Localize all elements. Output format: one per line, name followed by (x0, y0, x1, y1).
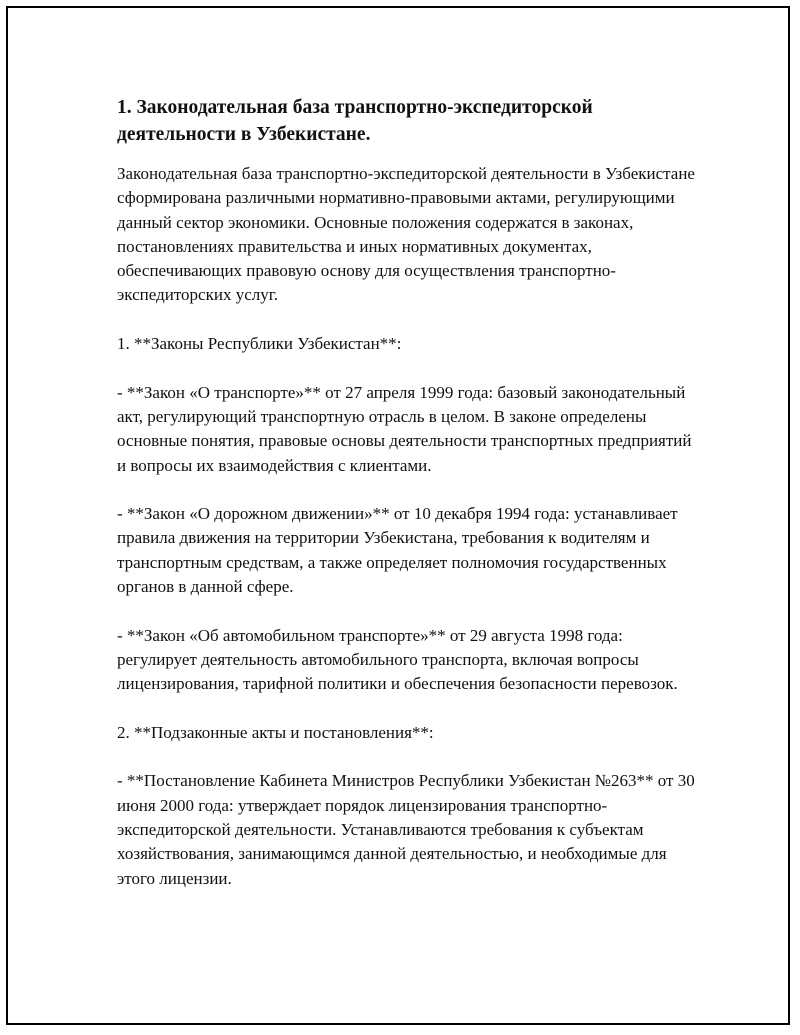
document-body (117, 94, 697, 915)
list-item-law-automobile-transport: - **Закон «Об автомобильном транспорте»** от 29 августа 1998 года: регулирует деятельность автомобильного транспорта, включая вопросы лицензирования, тарифной политики и обеспечения безопасности перевозок. (117, 625, 678, 694)
section-heading-bylaws: 2. **Подзаконные акты и постановления**: (117, 722, 434, 742)
list-item-law-transport: - **Закон «О транспорте»** от 27 апреля 1999 года: базовый законодательный акт, регулирующий транспортную отрасль в целом. В законе определены основные понятия, правовые основы деятельности транспортных предприятий и вопросы их взаимодействия с клиентами. (117, 382, 692, 475)
list-item-law-road-traffic: - **Закон «О дорожном движении»** от 10 декабря 1994 года: устанавливает правила движения на территории Узбекистана, требования к водителям и транспортным средствам, а также определяет полномочия государственных органов в данной сфере. (117, 504, 678, 597)
intro-paragraph: Законодательная база транспортно-экспедиторской деятельности в Узбекистане сформирована различными нормативно-правовыми актами, регулирующими данный сектор экономики. Основные положения содержатся в законах, постановлениях правительства и иных нормативных документах, обеспечивающих правовую основу для осуществления транспортно-экспедиторских услуг. (117, 164, 695, 305)
list-item-resolution-263: - **Постановление Кабинета Министров Республики Узбекистан №263** от 30 июня 2000 года: утверждает порядок лицензирования транспортно-экспедиторской деятельности. Устанавливаются требования к субъектам хозяйствования, занимающимся данной деятельностью, и необходимые для этого лицензии. (117, 771, 695, 888)
section-heading-laws: 1. **Законы Республики Узбекистан**: (117, 334, 402, 354)
document-title: 1. Законодательная база транспортно-экспедиторской деятельности в Узбекистане. (117, 97, 593, 145)
